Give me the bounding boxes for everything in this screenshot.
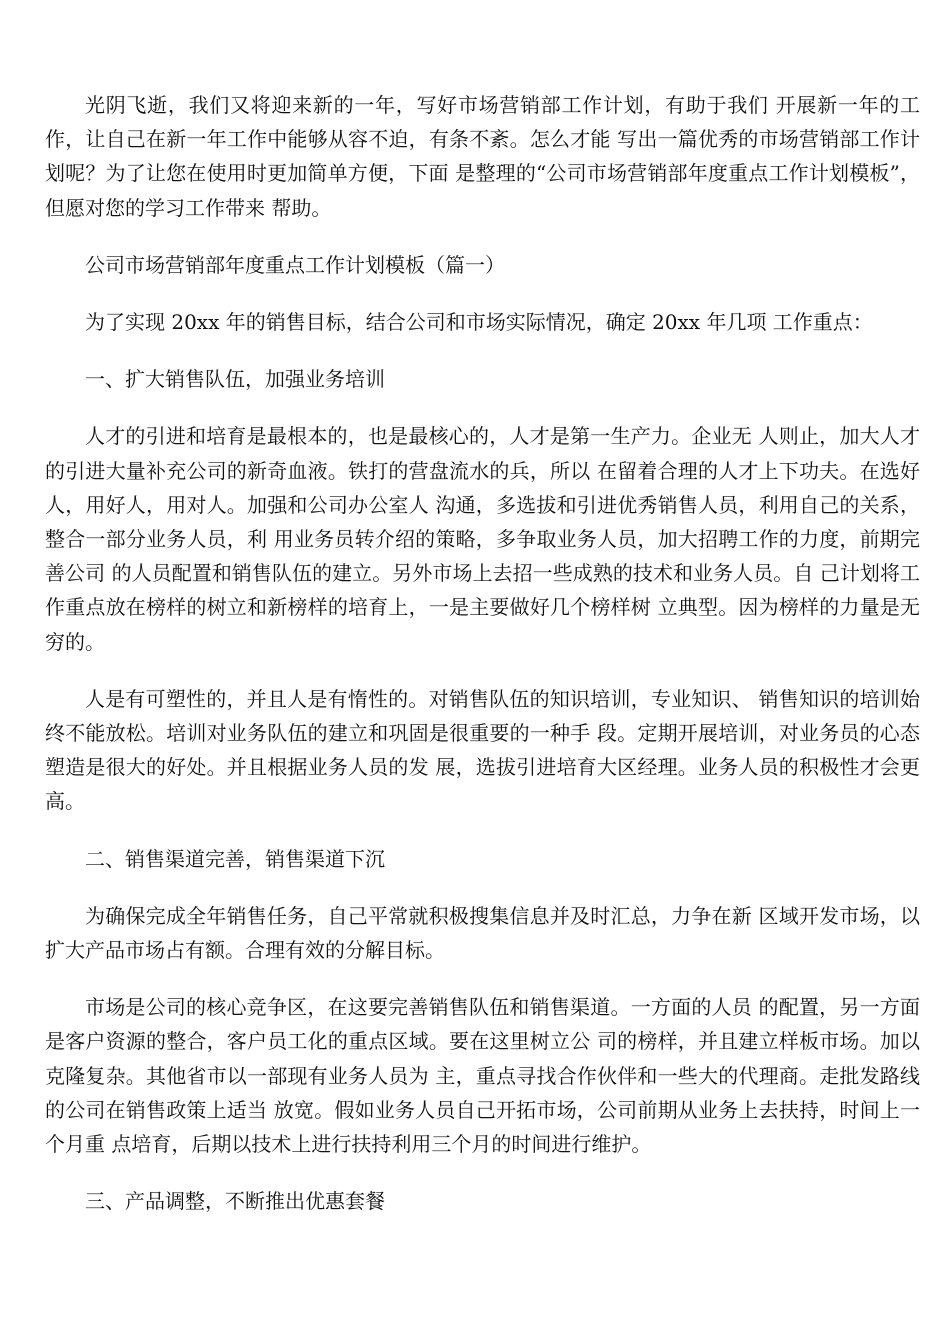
body-paragraph: 人才的引进和培育是最根本的，也是最核心的，人才是第一生产力。企业无 人则止，加大人才的引进大量补充公司的新奇血液。铁打的营盘流水的兵，所以 在留着合理的人才上下功夫。在选好人，用好人，用对人。加强和公司办公室人 沟通，多选拔和引进优秀销售人员，利用自己的关系，整合一部分业务人员，利 用业务员转介绍的策略，多争取业务人员，加大招聘工作的力度，前期完善公司 的人员配置和销售队伍的建立。另外市场上去招一些成熟的技术和业务人员。自 己计划将工作重点放在榜样的树立和新榜样的培育上，一是主要做好几个榜样树 立典型。因为榜样的力量是无穷的。 — [45, 424, 920, 654]
body-paragraph: 市场是公司的核心竞争区，在这要完善销售队伍和销售渠道。一方面的人员 的配置，另一方面是客户资源的整合，客户员工化的重点区域。要在这里树立公 司的榜样，并且建立样板市场。加以克隆复杂。其他省市以一部现有业务人员为 主，重点寻找合作伙伴和一些大的代理商。走批发路线的公司在销售政策上适当 放宽。假如业务人员自己开拓市场，公司前期从业务上去扶持，时间上一个月重 点培育，后期以技术上进行扶持利用三个月的时间进行维护。 — [45, 995, 920, 1157]
section-heading-2: 二、销售渠道完善，销售渠道下沉 — [85, 846, 385, 871]
section-heading-3: 三、产品调整，不断推出优惠套餐 — [85, 1189, 385, 1214]
intro-paragraph: 光阴飞逝，我们又将迎来新的一年，写好市场营销部工作计划，有助于我们 开展新一年的工作，让自己在新一年工作中能够从容不迫，有条不紊。怎么才能 写出一篇优秀的市场营销部工作计划呢？为了让您在使用时更加简单方便，下面 是整理的“公司市场营销部年度重点工作计划模板”，但愿对您的学习工作带来 帮助。 — [45, 93, 920, 220]
template-title: 公司市场营销部年度重点工作计划模板（篇一） — [85, 252, 505, 277]
body-paragraph: 人是有可塑性的，并且人是有惰性的。对销售队伍的知识培训，专业知识、 销售知识的培训始终不能放松。培训对业务队伍的建立和巩固是很重要的一种手 段。定期开展培训，对业务员的心态塑造是很大的好处。并且根据业务人员的发 展，选拔引进培育大区经理。业务人员的积极性才会更高。 — [45, 686, 920, 814]
document-page — [45, 88, 920, 1241]
body-paragraph: 为确保完成全年销售任务，自己平常就积极搜集信息并及时汇总，力争在新 区域开发市场，以扩大产品市场占有额。合理有效的分解目标。 — [45, 903, 920, 963]
section-heading-1: 一、扩大销售队伍，加强业务培训 — [85, 367, 385, 392]
goal-paragraph: 为了实现 20xx 年的销售目标，结合公司和市场实际情况，确定 20xx 年几项 工作重点： — [85, 310, 873, 335]
